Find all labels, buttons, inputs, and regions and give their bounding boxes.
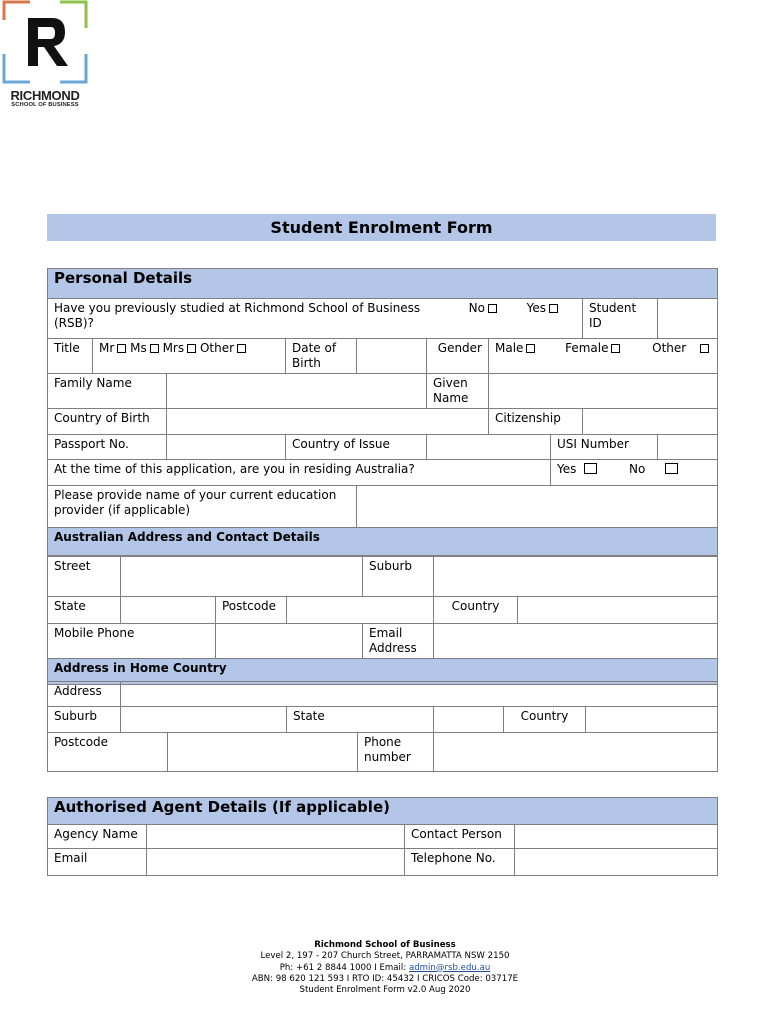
residing-yes-checkbox[interactable] [584,463,597,474]
title-mr-checkbox[interactable] [117,344,126,353]
contact-person-input[interactable] [515,825,718,849]
footer-address: Level 2, 197 - 207 Church Street, PARRAMATTA NSW 2150 [260,951,510,962]
given-name-label: Given Name [427,374,489,409]
logo-sub-text: SCHOOL OF BUSINESS [11,102,79,108]
home-state-label: State [287,707,434,733]
family-name-input[interactable] [167,374,427,409]
prev-study-no-label: No [468,301,485,315]
au-country-label: Country [434,597,518,624]
au-address-table [47,556,718,685]
agent-email-label: Email [48,849,147,876]
au-state-label: State [48,597,121,624]
gender-male-label: Male [495,341,524,355]
title-other-label: Other [199,341,235,355]
home-phone-input[interactable] [434,733,718,772]
gender-label: Gender [427,339,489,374]
provider-input[interactable] [357,486,718,528]
personal-details-table [47,268,718,556]
au-postcode-label: Postcode [216,597,287,624]
au-email-label: Email Address [363,624,434,659]
title-other-checkbox[interactable] [237,344,246,353]
dob-label: Date of Birth [286,339,357,374]
au-suburb-input[interactable] [434,557,718,597]
title-label: Title [48,339,93,374]
title-ms-checkbox[interactable] [150,344,159,353]
residing-no-label: No [629,462,646,476]
footer-phone: Ph: +61 2 8844 1000 I Email: [279,962,407,973]
title-mrs-checkbox[interactable] [187,344,196,353]
footer-version: Student Enrolment Form v2.0 Aug 2020 [299,985,471,996]
au-street-label: Street [48,557,121,597]
country-of-issue-input[interactable] [427,435,551,460]
title-mr-label: Mr [99,341,115,355]
home-postcode-label: Postcode [48,733,168,772]
home-state-input[interactable] [434,707,504,733]
citizenship-input[interactable] [583,409,718,435]
prev-study-options [427,299,583,339]
dob-input[interactable] [357,339,427,374]
agency-name-label: Agency Name [48,825,147,849]
family-name-label: Family Name [48,374,167,409]
gender-options [489,339,718,374]
provider-question: Please provide name of your current education provider (if applicable) [48,486,357,528]
country-of-birth-input[interactable] [167,409,489,435]
home-address-input[interactable] [121,682,718,707]
au-country-input[interactable] [518,597,718,624]
title-ms-label: Ms [130,341,147,355]
logo-brand-text: RICHMOND [10,88,80,103]
footer-contact [185,963,585,974]
prev-study-yes-checkbox[interactable] [549,304,558,313]
home-address-heading: Address in Home Country [48,659,718,685]
gender-other-label: Other [652,341,687,355]
usi-label: USI Number [551,435,658,460]
agency-name-input[interactable] [147,825,405,849]
given-name-input[interactable] [489,374,718,409]
residing-yes-label: Yes [557,462,577,476]
home-country-label: Country [504,707,586,733]
agent-table [47,797,718,876]
residing-question: At the time of this application, are you in residing Australia? [48,460,551,486]
footer-email-link[interactable]: admin@rsb.edu.au [408,962,491,973]
agent-email-input[interactable] [147,849,405,876]
home-suburb-label: Suburb [48,707,121,733]
footer-org: Richmond School of Business [314,940,456,950]
footer [185,940,585,996]
gender-female-checkbox[interactable] [611,344,620,353]
country-of-birth-label: Country of Birth [48,409,167,435]
prev-study-question: Have you previously studied at Richmond School of Business (RSB)? [48,299,427,339]
title-mrs-label: Mrs [162,341,185,355]
residing-options [551,460,718,486]
personal-details-heading: Personal Details [48,269,718,299]
home-suburb-input[interactable] [121,707,287,733]
agent-heading: Authorised Agent Details (If applicable) [48,798,718,825]
prev-study-no-checkbox[interactable] [488,304,497,313]
home-phone-label: Phone number [358,733,434,772]
contact-person-label: Contact Person [405,825,515,849]
footer-abn: ABN: 98 620 121 593 I RTO ID: 45432 I CRICOS Code: 03717E [251,973,519,984]
gender-other-checkbox[interactable] [700,344,709,353]
prev-study-yes-label: Yes [526,301,546,315]
au-mobile-input[interactable] [216,624,363,659]
au-email-input[interactable] [434,624,718,659]
au-suburb-label: Suburb [363,557,434,597]
logo-mark [2,0,88,84]
home-country-input[interactable] [586,707,718,733]
au-mobile-label: Mobile Phone [48,624,216,659]
gender-male-checkbox[interactable] [526,344,535,353]
logo [0,0,90,110]
home-address-table [47,681,718,772]
au-state-input[interactable] [121,597,216,624]
au-address-heading: Australian Address and Contact Details [48,528,718,556]
student-id-label: Student ID [583,299,658,339]
usi-input[interactable] [658,435,718,460]
form-title: Student Enrolment Form [47,214,716,241]
citizenship-label: Citizenship [489,409,583,435]
telephone-label: Telephone No. [405,849,515,876]
passport-label: Passport No. [48,435,167,460]
passport-input[interactable] [167,435,286,460]
au-street-input[interactable] [121,557,363,597]
au-postcode-input[interactable] [287,597,434,624]
residing-no-checkbox[interactable] [665,463,678,474]
student-id-input[interactable] [658,299,718,339]
country-of-issue-label: Country of Issue [286,435,427,460]
gender-female-label: Female [565,341,609,355]
home-address-label: Address [48,682,121,707]
telephone-input[interactable] [515,849,718,876]
home-postcode-input[interactable] [168,733,358,772]
title-options [93,339,286,374]
